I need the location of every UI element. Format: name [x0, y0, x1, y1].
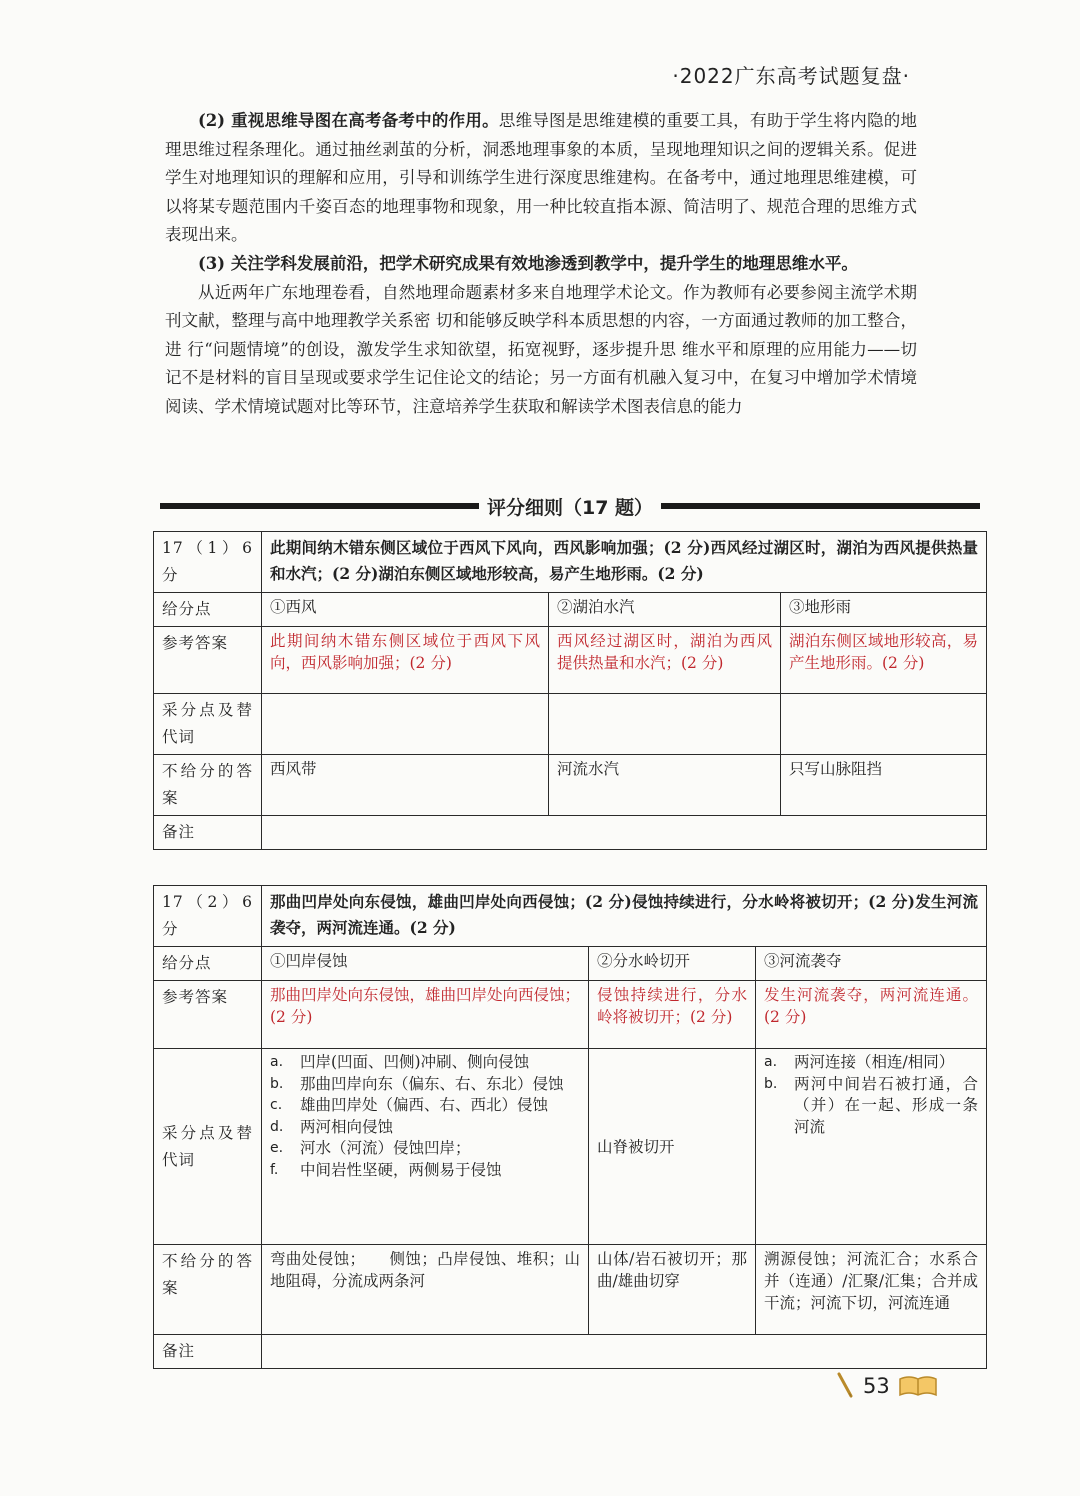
header-title: ·2022广东高考试题复盘· — [672, 64, 910, 88]
paragraph-2-text: 思维导图是思维建模的重要工具，有助于学生将内隐的地理思维过程条理化。通过抽丝剥茧的分析，洞悉地理事象的本质，呈现地理知识之间的逻辑关系。促进学生对地理知识的理解和应用，引导和训练学生进行深度思维建构。在备考中，通过地理思维建模，可以将某专题范围内千姿百态的地理事物和现象，用一种比较直指本源、简洁明了、规范合理的思维方式表现出来。 — [165, 111, 917, 245]
label-reference: 参考答案 — [154, 627, 262, 694]
alternatives-2: 山脊被切开 — [589, 1049, 756, 1245]
no-score-1: 弯曲处侵蚀； 侧蚀；凸岸侵蚀、堆积；山地阻碍，分流成两条河 — [262, 1245, 589, 1335]
question-answer: 那曲凹岸处向东侵蚀，雄曲凹岸处向西侵蚀；(2 分)侵蚀持续进行，分水岭将被切开；(2 分)发生河流袭夺，两河流连通。(2 分) — [262, 886, 987, 947]
label-remarks: 备注 — [154, 816, 262, 850]
question-answer: 此期间纳木错东侧区域位于西风下风向，西风影响加强；(2 分)西风经过湖区时，湖泊为西风提供热量和水汽；(2 分)湖泊东侧区域地形较高，易产生地形雨。(2 分) — [262, 532, 987, 593]
alternative-key: c. — [270, 1097, 283, 1113]
alternative-text: 两河连接（相连/相同） — [794, 1053, 955, 1071]
paragraph-3-heading: (3) 关注学科发展前沿，把学术研究成果有效地渗透到教学中，提升学生的地理思维水平。 — [198, 253, 858, 273]
page-number: 53 — [863, 1374, 890, 1398]
paragraph-2 — [165, 107, 917, 250]
point-2: ②湖泊水汽 — [549, 593, 781, 627]
no-score-2: 山体/岩石被切开；那曲/雄曲切穿 — [589, 1245, 756, 1335]
remarks — [262, 1335, 987, 1369]
label-remarks: 备注 — [154, 1335, 262, 1369]
alternative-item — [270, 1160, 580, 1182]
alternative-key: b. — [270, 1075, 284, 1092]
alternatives-3 — [756, 1049, 987, 1245]
label-no-score: 不给分的答案 — [154, 1245, 262, 1335]
alternative-item — [270, 1117, 580, 1139]
remarks — [262, 816, 987, 850]
alternative-key: d. — [270, 1118, 284, 1135]
pencil-icon — [835, 1372, 855, 1400]
open-book-icon — [898, 1374, 938, 1398]
alternative-key: a. — [764, 1054, 778, 1070]
section-heading-bar — [160, 488, 980, 524]
reference-3: 湖泊东侧区域地形较高，易产生地形雨。(2 分) — [781, 627, 987, 694]
label-alternatives: 采分点及替代词 — [154, 1049, 262, 1245]
alternative-text: 那曲凹岸向东（偏东、右、东北）侵蚀 — [300, 1074, 564, 1093]
alternatives-2 — [549, 694, 781, 755]
point-3: ③地形雨 — [781, 593, 987, 627]
alternatives-3 — [781, 694, 987, 755]
no-score-2: 河流水汽 — [549, 755, 781, 816]
question-id: 17（2）6分 — [154, 886, 262, 947]
reference-2: 侵蚀持续进行，分水岭将被切开；(2 分) — [589, 981, 756, 1049]
alternative-item — [270, 1095, 580, 1117]
alternative-item — [270, 1052, 580, 1074]
page-footer — [835, 1372, 938, 1400]
point-1: ①凹岸侵蚀 — [262, 947, 589, 981]
alternative-text: 两河相向侵蚀 — [300, 1117, 394, 1136]
alternative-key: e. — [270, 1140, 284, 1156]
reference-3: 发生河流袭夺，两河流连通。(2 分) — [756, 981, 987, 1049]
no-score-1: 西风带 — [262, 755, 549, 816]
body-text — [165, 107, 917, 422]
alternatives-list — [270, 1052, 580, 1181]
question-id: 17（1）6分 — [154, 532, 262, 593]
paragraph-4: 从近两年广东地理卷看，自然地理命题素材多来自地理学术论文。作为教师有必要参阅主流学术期刊文献，整理与高中地理教学关系密 切和能够反映学科本质思想的内容，一方面通过教师的加工整合，进 行“问题情境”的创设，激发学生求知欲望，拓宽视野，逐步提升思 维水平和原理的应用能力——切记不是材料的盲目呈现或要求学生记住论文的结论；另一方面有机融入复习中，在复习中增加学术情境阅读、学术情境试题对比等环节，注意培养学生获取和解读学术图表信息的能力 — [165, 282, 917, 416]
section-title: 评分细则（17 题） — [486, 496, 654, 519]
alternative-key: a. — [270, 1054, 284, 1070]
reference-1: 此期间纳木错东侧区域位于西风下风向，西风影响加强；(2 分) — [262, 627, 549, 694]
alternative-item — [270, 1138, 580, 1160]
reference-2: 西风经过湖区时，湖泊为西风提供热量和水汽；(2 分) — [549, 627, 781, 694]
alternative-text: 两河中间岩石被打通，合（并）在一起、形成一条河流 — [794, 1074, 979, 1136]
point-3: ③河流袭夺 — [756, 947, 987, 981]
label-alternatives: 采分点及替代词 — [154, 694, 262, 755]
alternative-text: 凹岸(凹面、凹侧)冲刷、侧向侵蚀 — [300, 1053, 530, 1071]
alternative-item — [270, 1074, 580, 1096]
alternatives-1 — [262, 694, 549, 755]
alternative-item — [764, 1074, 978, 1139]
point-2: ②分水岭切开 — [589, 947, 756, 981]
alternative-text: 中间岩性坚硬，两侧易于侵蚀 — [300, 1160, 502, 1179]
label-points: 给分点 — [154, 593, 262, 627]
alternatives-list — [764, 1052, 978, 1138]
paragraph-2-heading: (2) 重视思维导图在高考备考中的作用。 — [198, 111, 499, 130]
alternative-key: b. — [764, 1075, 778, 1092]
alternative-key: f. — [270, 1161, 279, 1178]
label-reference: 参考答案 — [154, 981, 262, 1049]
scoring-table-1 — [153, 531, 987, 850]
alternative-text: 雄曲凹岸处（偏西、右、西北）侵蚀 — [300, 1096, 549, 1114]
point-1: ①西风 — [262, 593, 549, 627]
reference-1: 那曲凹岸处向东侵蚀，雄曲凹岸处向西侵蚀；(2 分) — [262, 981, 589, 1049]
label-points: 给分点 — [154, 947, 262, 981]
alternative-text: 河水（河流）侵蚀凹岸； — [300, 1139, 471, 1157]
no-score-3: 只写山脉阻挡 — [781, 755, 987, 816]
heading-rule-right — [661, 503, 980, 509]
scoring-table-2 — [153, 885, 987, 1369]
heading-rule-left — [160, 503, 479, 509]
no-score-3: 溯源侵蚀；河流汇合；水系合并（连通）/汇聚/汇集；合并成干流；河流下切，河流连通 — [756, 1245, 987, 1335]
label-no-score: 不给分的答案 — [154, 755, 262, 816]
alternatives-1 — [262, 1049, 589, 1245]
alternative-item — [764, 1052, 978, 1074]
